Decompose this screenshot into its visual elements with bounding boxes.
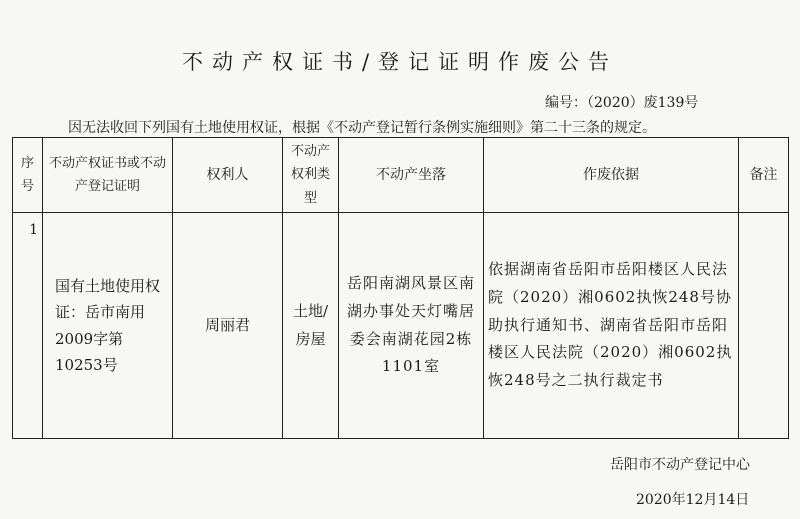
issue-date: 2020年12月14日 — [636, 492, 750, 508]
intro-text: 因无法收回下列国有土地使用权证，根据《不动产登记暂行条例实施细则》第二十三条的规定。 — [68, 120, 656, 136]
row-owner: 周丽君 — [173, 213, 283, 439]
row-remark — [739, 213, 789, 439]
row-cert: 国有土地使用权证：岳市南用2009字第10253号 — [43, 213, 173, 439]
header-owner: 权利人 — [173, 138, 283, 213]
header-cert: 不动产权证书或不动产登记证明 — [43, 138, 173, 213]
row-type: 土地/房屋 — [283, 213, 339, 439]
cancellation-table — [12, 137, 789, 439]
header-remark: 备注 — [739, 138, 789, 213]
header-location: 不动产坐落 — [339, 138, 484, 213]
header-type: 不动产权利类型 — [283, 138, 339, 213]
table-row — [13, 213, 789, 439]
table-header-row — [13, 138, 789, 213]
document-number: 编号：（2020）废139号 — [545, 95, 699, 111]
header-basis: 作废依据 — [484, 138, 739, 213]
row-seq: 1 — [13, 213, 43, 439]
row-location: 岳阳南湖风景区南湖办事处天灯嘴居委会南湖花园2栋1101室 — [339, 213, 484, 439]
page-title: 不动产权证书/登记证明作废公告 — [181, 50, 619, 74]
header-seq: 序号 — [13, 138, 43, 213]
row-basis: 依据湖南省岳阳市岳阳楼区人民法院（2020）湘0602执恢248号协助执行通知书、湖南省岳阳市岳阳楼区人民法院（2020）湘0602执恢248号之二执行裁定书 — [484, 213, 739, 439]
issuer: 岳阳市不动产登记中心 — [610, 457, 750, 473]
